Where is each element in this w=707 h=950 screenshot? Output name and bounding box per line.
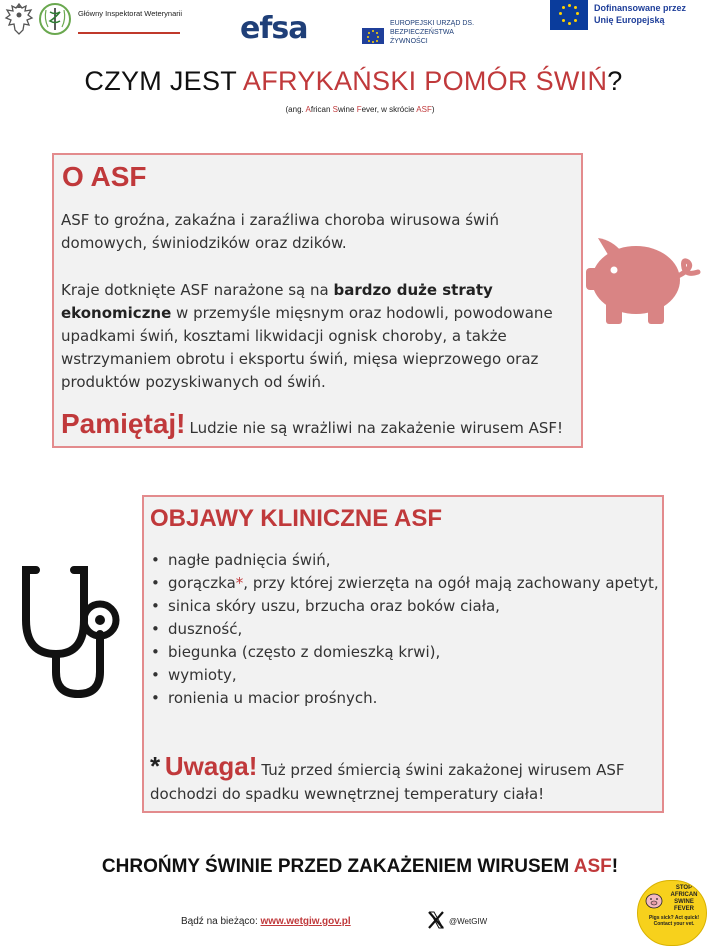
- sub-part: S: [332, 105, 338, 114]
- fever-label: gorączka: [168, 574, 236, 592]
- list-item: • duszność,: [149, 618, 659, 641]
- p2-pre: Kraje dotknięte ASF narażone są na: [61, 281, 334, 299]
- list-item: [149, 572, 659, 595]
- efsa-subtitle: EUROPEJSKI URZĄD DS. BEZPIECZEŃSTWA ŻYWNOŚCI: [390, 20, 475, 45]
- sub-part: F: [356, 105, 362, 114]
- stop-asf-badge-icon: [637, 880, 707, 946]
- eu-flag-small-icon: [362, 28, 384, 44]
- warning-text: Tuż przed śmiercią świni zakażonej wirusem ASF dochodzi do spadku wewnętrznej temperatury ciała!: [150, 761, 625, 803]
- page-title: [0, 64, 707, 98]
- sub-part: A: [305, 105, 311, 114]
- vet-caduceus-icon: [38, 2, 72, 36]
- remember-label: Pamiętaj!: [61, 408, 186, 439]
- updates-label: Bądź na bieżąco:: [181, 916, 261, 927]
- sub-part: ASF: [416, 105, 432, 114]
- title-highlight: AFRYKAŃSKI POMÓR ŚWIŃ: [242, 66, 608, 96]
- badge-bottom-text: Pigs sick? Act quick! Contact your vet.: [648, 915, 700, 927]
- slogan-text: CHROŃMY ŚWINIE PRZED ZAKAŻENIEM WIRUSEM: [101, 856, 574, 877]
- divider: [78, 32, 180, 34]
- agency-name: Główny Inspektorat Weterynarii: [78, 9, 183, 18]
- remember-note: [61, 409, 581, 440]
- pig-head-icon: [644, 891, 664, 909]
- efsa-wordmark: efsa: [240, 11, 308, 46]
- list-item: • biegunka (często z domieszką krwi),: [149, 641, 659, 664]
- slogan-end: !: [611, 856, 619, 877]
- header: [0, 0, 707, 52]
- symptoms-box: [142, 495, 664, 813]
- eu-funding: [550, 0, 707, 32]
- list-item: • sinica skóry uszu, brzucha oraz boków ciała,: [149, 595, 659, 618]
- badge-top-text: STOP AFRICAN SWINE FEVER: [670, 885, 698, 912]
- efsa-logo: [240, 8, 500, 50]
- eu-funding-text: Dofinansowane przez Unię Europejską: [594, 3, 687, 25]
- symptoms-list: [149, 549, 659, 710]
- eagle-emblem-icon: [4, 2, 34, 36]
- p2-bold: bardzo duże straty ekonomiczne: [61, 281, 493, 322]
- warning-label: Uwaga!: [164, 751, 258, 781]
- stethoscope-icon: [14, 562, 126, 702]
- warning-note: [150, 753, 660, 806]
- eu-flag-icon: [550, 0, 588, 30]
- sub-part: frican: [310, 105, 333, 114]
- p2-post: w przemyśle mięsnym oraz hodowli, powodowane upadkami świń, kosztami likwidacji ognisk choroby, a także wstrzymaniem obrotu i eksportu świń, mięsa wieprzowego oraz produktów pozyskiwanych od świń.: [61, 304, 553, 391]
- slogan: [0, 855, 707, 879]
- sub-part: ever, w skrócie: [361, 105, 417, 114]
- list-item: • nagłe padnięcia świń,: [149, 549, 659, 572]
- warning-asterisk: *: [150, 751, 161, 781]
- slogan-asf: ASF: [573, 856, 612, 877]
- list-item: • ronienia u macior prośnych.: [149, 687, 659, 710]
- fever-asterisk: *: [235, 574, 244, 592]
- about-paragraph-1: ASF to groźna, zakaźna i zaraźliwa choroba wirusowa świń domowych, świniodzików oraz dzików.: [61, 211, 499, 252]
- website-link[interactable]: www.wetgiw.gov.pl: [260, 916, 351, 927]
- piggy-bank-icon: [582, 228, 704, 328]
- x-handle[interactable]: @WetGIW: [449, 917, 488, 926]
- about-asf-box: [52, 153, 583, 448]
- remember-text: Ludzie nie są wrażliwi na zakażenie wirusem ASF!: [189, 419, 564, 437]
- page-subtitle: [0, 105, 707, 115]
- title-suffix: ?: [607, 66, 623, 96]
- title-prefix: CZYM JEST: [84, 66, 243, 96]
- sub-part: wine: [338, 105, 357, 114]
- fever-rest: , przy której zwierzęta na ogół mają zachowany apetyt,: [243, 574, 659, 592]
- symptoms-heading: OBJAWY KLINICZNE ASF: [150, 505, 443, 532]
- about-heading: O ASF: [62, 161, 147, 192]
- about-paragraph-2: [61, 279, 576, 394]
- stay-updated: [181, 915, 351, 929]
- sub-part: (ang.: [285, 105, 306, 114]
- sub-part: ): [431, 105, 435, 114]
- list-item: • wymioty,: [149, 664, 659, 687]
- x-logo-icon[interactable]: [427, 909, 445, 931]
